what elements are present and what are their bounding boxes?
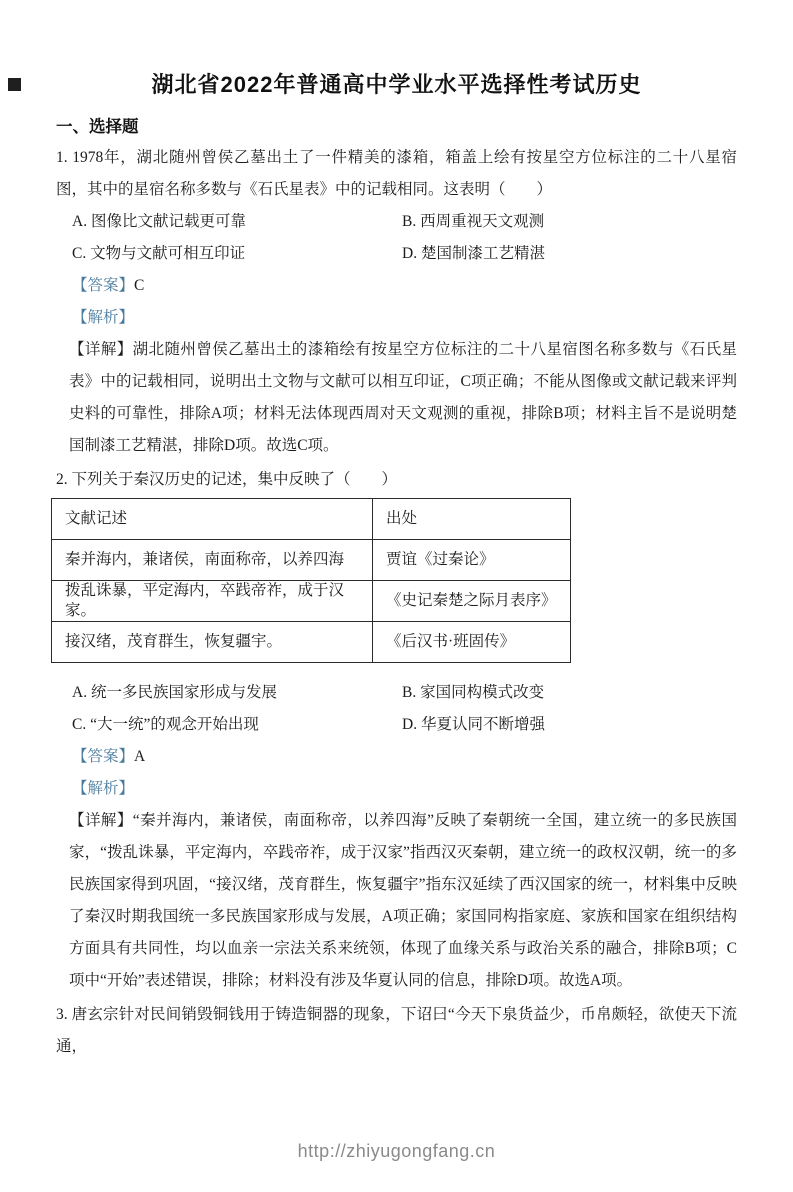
- table-cell-source: 贾谊《过秦论》: [373, 540, 571, 581]
- question-text: 1. 1978年，湖北随州曾侯乙墓出土了一件精美的漆箱，箱盖上绘有按星空方位标注的二十八星宿图，其中的星宿名称多数与《石氏星表》中的记载相同。这表明（ ）: [56, 149, 737, 198]
- document-page: [0, 70, 793, 1063]
- option-b: B. 西周重视天文观测: [402, 213, 545, 230]
- analysis-label: 【解析】: [72, 309, 135, 326]
- literature-table: [51, 498, 571, 663]
- option-c: C. 文物与文献可相互印证: [72, 245, 246, 262]
- option-b: B. 家国同构模式改变: [402, 684, 545, 701]
- analysis-line: [72, 773, 737, 805]
- detail-paragraph: 【详解】“秦并海内，兼诸侯，南面称帝，以养四海”反映了秦朝统一全国，建立统一的多民族国家，“拨乱诛暴，平定海内，卒践帝祚，成于汉家”指西汉灭秦朝，建立统一的政权汉朝，统一的多民族国家得到巩固，“接汉绪，茂育群生，恢复疆宇”指东汉延续了西汉国家的统一，材料集中反映了秦汉时期我国统一多民族国家形成与发展，A项正确；家国同构指家庭、家族和国家在组织结构方面具有共同性，均以血亲一宗法关系来统领，体现了血缘关系与政治关系的融合，排除B项；C项中“开始”表述错误，排除；材料没有涉及华夏认同的信息，排除D项。故选A项。: [69, 812, 737, 989]
- table-cell-record: 接汉绪，茂育群生，恢复疆宇。: [52, 622, 373, 663]
- table-header-record: 文献记述: [52, 499, 373, 540]
- page-title: 湖北省2022年普通高中学业水平选择性考试历史: [151, 72, 642, 97]
- corner-artifact: [8, 78, 21, 91]
- option-a: A. 统一多民族国家形成与发展: [72, 684, 277, 701]
- table-header-source: 出处: [373, 499, 571, 540]
- options-grid: [72, 206, 737, 270]
- section-heading: 一、选择题: [56, 117, 139, 136]
- footer-url: http://zhiyugongfang.cn: [297, 1141, 496, 1161]
- option-d: D. 华夏认同不断增强: [402, 716, 545, 733]
- table-cell-record: 拨乱诛暴，平定海内，卒践帝祚，成于汉家。: [52, 581, 373, 622]
- table-cell-source: 《后汉书·班固传》: [373, 622, 571, 663]
- analysis-label: 【解析】: [72, 780, 135, 797]
- options-grid: [72, 677, 737, 741]
- table-row: [52, 581, 571, 622]
- answer-label: 【答案】: [72, 277, 135, 294]
- answer-line: [72, 270, 737, 302]
- question-text: 3. 唐玄宗针对民间销毁铜钱用于铸造铜器的现象，下诏曰“今天下泉货益少，币帛颇轻，欲使天下流通，: [56, 1006, 737, 1055]
- answer-value: A: [134, 748, 146, 765]
- table-cell-source: 《史记秦楚之际月表序》: [373, 581, 571, 622]
- analysis-line: [72, 302, 737, 334]
- option-c: C. “大一统”的观念开始出现: [72, 716, 259, 733]
- question-text: 2. 下列关于秦汉历史的记述，集中反映了（ ）: [56, 471, 398, 488]
- option-a: A. 图像比文献记载更可靠: [72, 213, 246, 230]
- detail-paragraph: 【详解】湖北随州曾侯乙墓出土的漆箱绘有按星空方位标注的二十八星宿图名称多数与《石氏星表》中的记载相同，说明出土文物与文献可以相互印证，C项正确；不能从图像或文献记载来评判史料的可靠性，排除A项；材料无法体现西周对天文观测的重视，排除B项；材料主旨不是说明楚国制漆工艺精湛，排除D项。故选C项。: [69, 341, 737, 454]
- question-1: [56, 142, 737, 462]
- option-d: D. 楚国制漆工艺精湛: [402, 245, 545, 262]
- table-row: [52, 622, 571, 663]
- table-header-row: [52, 499, 571, 540]
- table-row: [52, 540, 571, 581]
- answer-value: C: [134, 277, 145, 294]
- answer-line: [72, 741, 737, 773]
- question-3: [56, 999, 737, 1063]
- answer-label: 【答案】: [72, 748, 135, 765]
- table-cell-record: 秦并海内，兼诸侯，南面称帝，以养四海: [52, 540, 373, 581]
- question-2: [56, 464, 737, 997]
